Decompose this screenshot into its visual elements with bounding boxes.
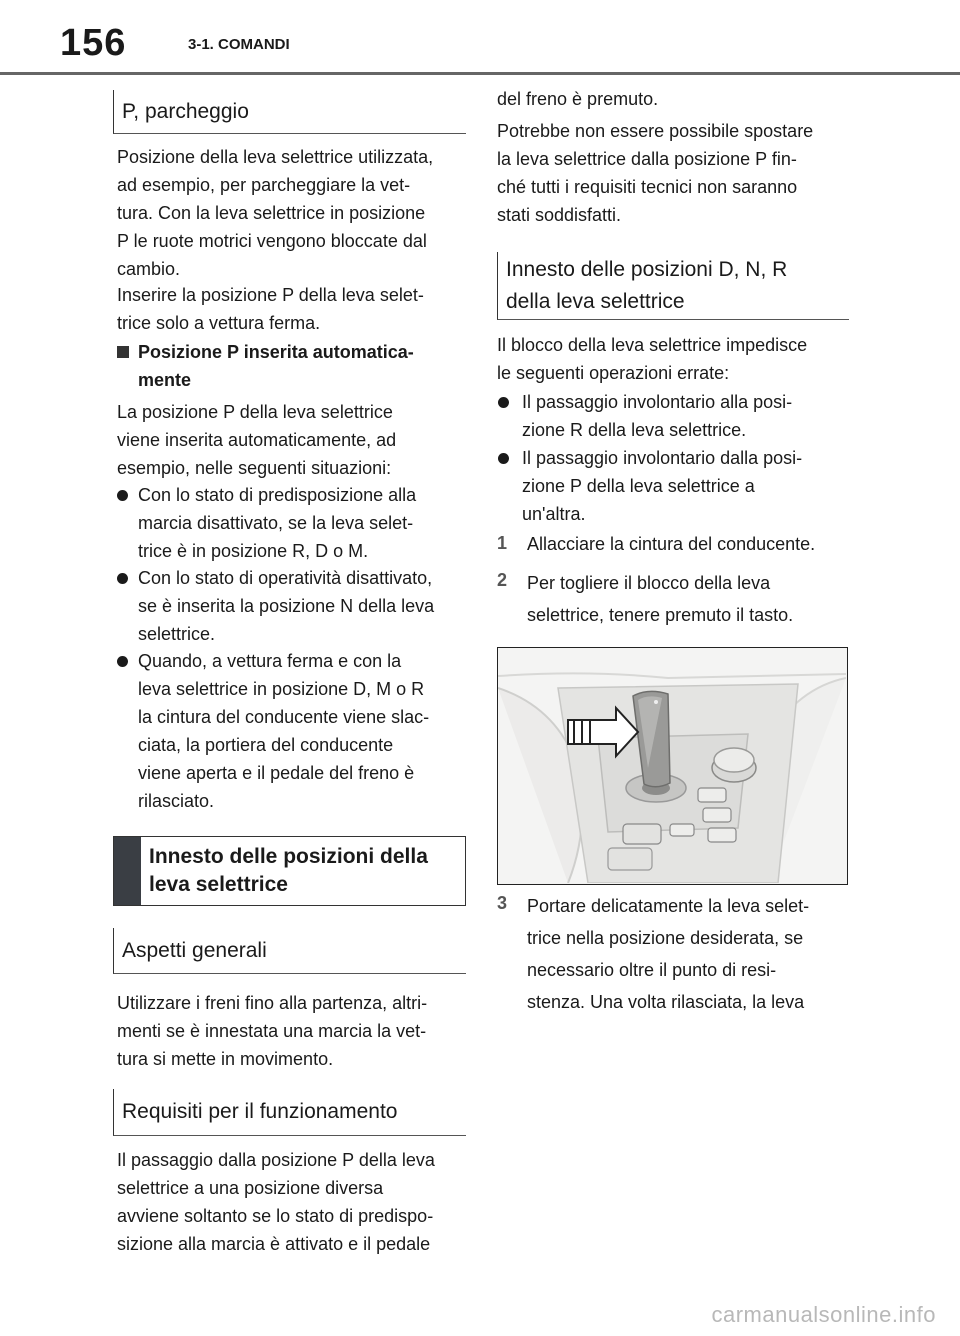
heading-p-parcheggio: [113, 90, 466, 134]
paragraph-p-description: Posizione della leva selettrice utilizzata, ad esempio, per parcheggiare la vet- tura. Con la leva selettrice in posizione P le ruote motrici vengono bloccate dal cambio.: [117, 147, 434, 279]
bullet-item: Quando, a vettura ferma e con la leva selettrice in posizione D, M o R la cintura del conducente viene slac- ciata, la portiera del conducente viene aperta e il pedale del freno è rilasciato.: [138, 651, 430, 811]
heading-requisiti-text: Requisiti per il funzionamento: [122, 1100, 398, 1123]
section-box-bar: [114, 837, 141, 905]
step-text: Allacciare la cintura del conducente.: [527, 534, 816, 554]
paragraph-brake-pressed: del freno è premuto.: [497, 89, 659, 109]
bullet-dot-icon: [498, 453, 509, 464]
paragraph-auto-p: La posizione P della leva selettrice viene inserita automaticamente, ad esempio, nelle seguenti situazioni:: [117, 402, 397, 478]
section-box-title: Innesto delle posizioni della leva selettrice: [149, 845, 428, 896]
step-number: 1: [497, 533, 508, 553]
page-header: [0, 0, 960, 78]
bullet-item: Il passaggio involontario dalla posi- zione P della leva selettrice a un'altra.: [522, 448, 803, 524]
step-number: 3: [497, 893, 508, 913]
heading-innesto-dnr-text: Innesto delle posizioni D, N, R della leva selettrice: [506, 257, 788, 313]
watermark: carmanualsonline.info: [711, 1302, 936, 1327]
bullet-item: Con lo stato di operatività disattivato, se è inserita la posizione N della leva selettrice.: [138, 568, 435, 644]
header-divider: [0, 72, 960, 75]
paragraph-not-possible: Potrebbe non essere possibile spostare la leva selettrice dalla posizione P fin- ché tutti i requisiti tecnici non saranno stati soddisfatti.: [497, 121, 814, 225]
bullet-dot-icon: [498, 397, 509, 408]
paragraph-insert-p: Inserire la posizione P della leva selet- trice solo a vettura ferma.: [117, 285, 424, 333]
paragraph-brakes: Utilizzare i freni fino alla partenza, altri- menti se è innestata una marcia la vet- tura si mette in movimento.: [117, 993, 428, 1069]
step-number: 2: [497, 570, 508, 590]
paragraph-blocco: Il blocco della leva selettrice impedisce le seguenti operazioni errate:: [497, 335, 808, 383]
bullet-dot-icon: [117, 656, 128, 667]
heading-p-parcheggio-text: P, parcheggio: [122, 99, 249, 123]
paragraph-requisiti: Il passaggio dalla posizione P della leva selettrice a una posizione diversa avviene soltanto se lo stato di predispo- sizione alla marcia è attivato e il pedale: [117, 1150, 435, 1254]
subheading-auto-p: Posizione P inserita automatica- mente: [138, 342, 414, 390]
gear-selector-illustration: [497, 647, 848, 885]
step-text: Portare delicatamente la leva selet- trice nella posizione desiderata, se necessario oltre il punto di resi- stenza. Una volta rilasciata, la leva: [527, 896, 810, 1012]
section-title: 3-1. COMANDI: [188, 36, 290, 53]
bullet-item: Con lo stato di predisposizione alla marcia disattivato, se la leva selet- trice è in posizione R, D o M.: [138, 485, 417, 561]
page-number: 156: [60, 22, 127, 64]
section-box-innesto: [113, 836, 466, 906]
step-text: Per togliere il blocco della leva selettrice, tenere premuto il tasto.: [527, 573, 794, 625]
heading-aspetti-generali: [113, 928, 466, 974]
bullet-dot-icon: [117, 490, 128, 501]
bullet-item: Il passaggio involontario alla posi- zione R della leva selettrice.: [522, 392, 793, 440]
bullet-dot-icon: [117, 573, 128, 584]
heading-innesto-dnr: [497, 252, 849, 320]
heading-requisiti: [113, 1089, 466, 1136]
square-bullet-icon: [117, 346, 129, 358]
gear-selector-drawing: [498, 648, 846, 883]
heading-aspetti-text: Aspetti generali: [122, 938, 267, 962]
